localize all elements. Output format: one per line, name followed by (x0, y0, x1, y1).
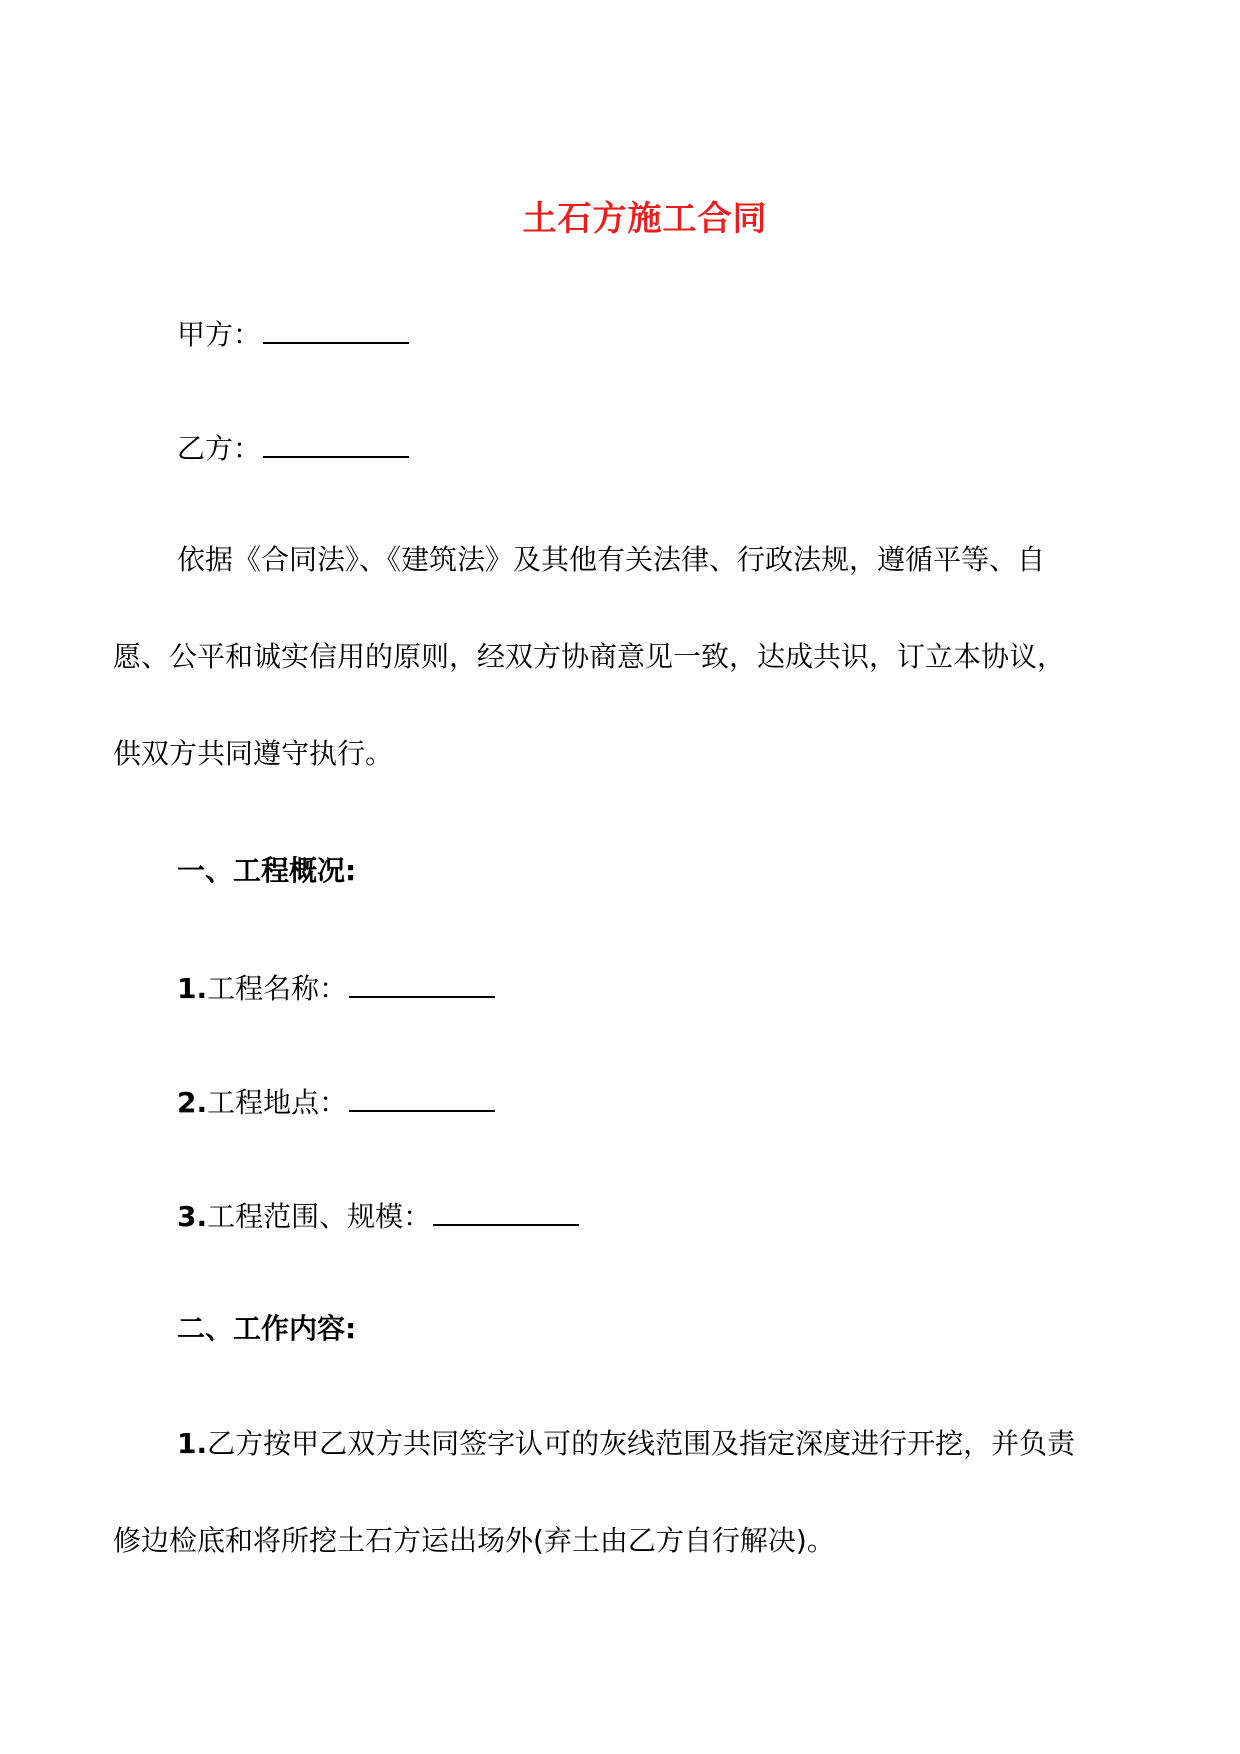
project-location-blank[interactable] (349, 1080, 495, 1112)
section-2-item-1-line-2: 修边检底和将所挖土石方运出场外(弃土由乙方自行解决)。 (113, 1524, 835, 1557)
item-text: 乙方按甲乙双方共同签字认可的灰线范围及指定深度进行开挖，并负责 (207, 1427, 1076, 1460)
item-label: 工程名称： (207, 972, 348, 1005)
item-label: 工程范围、规模： (207, 1200, 432, 1233)
project-scope-blank[interactable] (433, 1194, 579, 1226)
party-b-line (177, 426, 409, 469)
preamble-line-2: 愿、公平和诚实信用的原则，经双方协商意见一致，达成共识，订立本协议， (113, 640, 1066, 673)
item-number: 2. (177, 1086, 208, 1119)
preamble-line-3: 供双方共同遵守执行。 (113, 737, 394, 770)
section-1-item-2 (177, 1080, 495, 1123)
document-title: 土石方施工合同 (522, 199, 768, 239)
section-1-heading: 一、工程概况: (177, 854, 357, 887)
item-label: 工程地点： (207, 1086, 348, 1119)
party-b-label: 乙方： (177, 432, 262, 465)
section-1-item-3 (177, 1194, 579, 1237)
party-a-blank[interactable] (263, 312, 409, 344)
party-b-blank[interactable] (263, 426, 409, 458)
item-number: 1. (177, 972, 208, 1005)
party-a-label: 甲方： (177, 318, 262, 351)
section-1-item-1 (177, 966, 495, 1009)
section-2-item-1-line-1 (177, 1424, 1075, 1464)
section-2-heading: 二、工作内容: (177, 1312, 357, 1345)
item-number: 3. (177, 1200, 208, 1233)
party-a-line (177, 312, 409, 355)
preamble-line-1: 依据《合同法》、《建筑法》及其他有关法律、行政法规，遵循平等、自 (177, 543, 1046, 576)
item-number: 1. (177, 1427, 208, 1460)
project-name-blank[interactable] (349, 966, 495, 998)
